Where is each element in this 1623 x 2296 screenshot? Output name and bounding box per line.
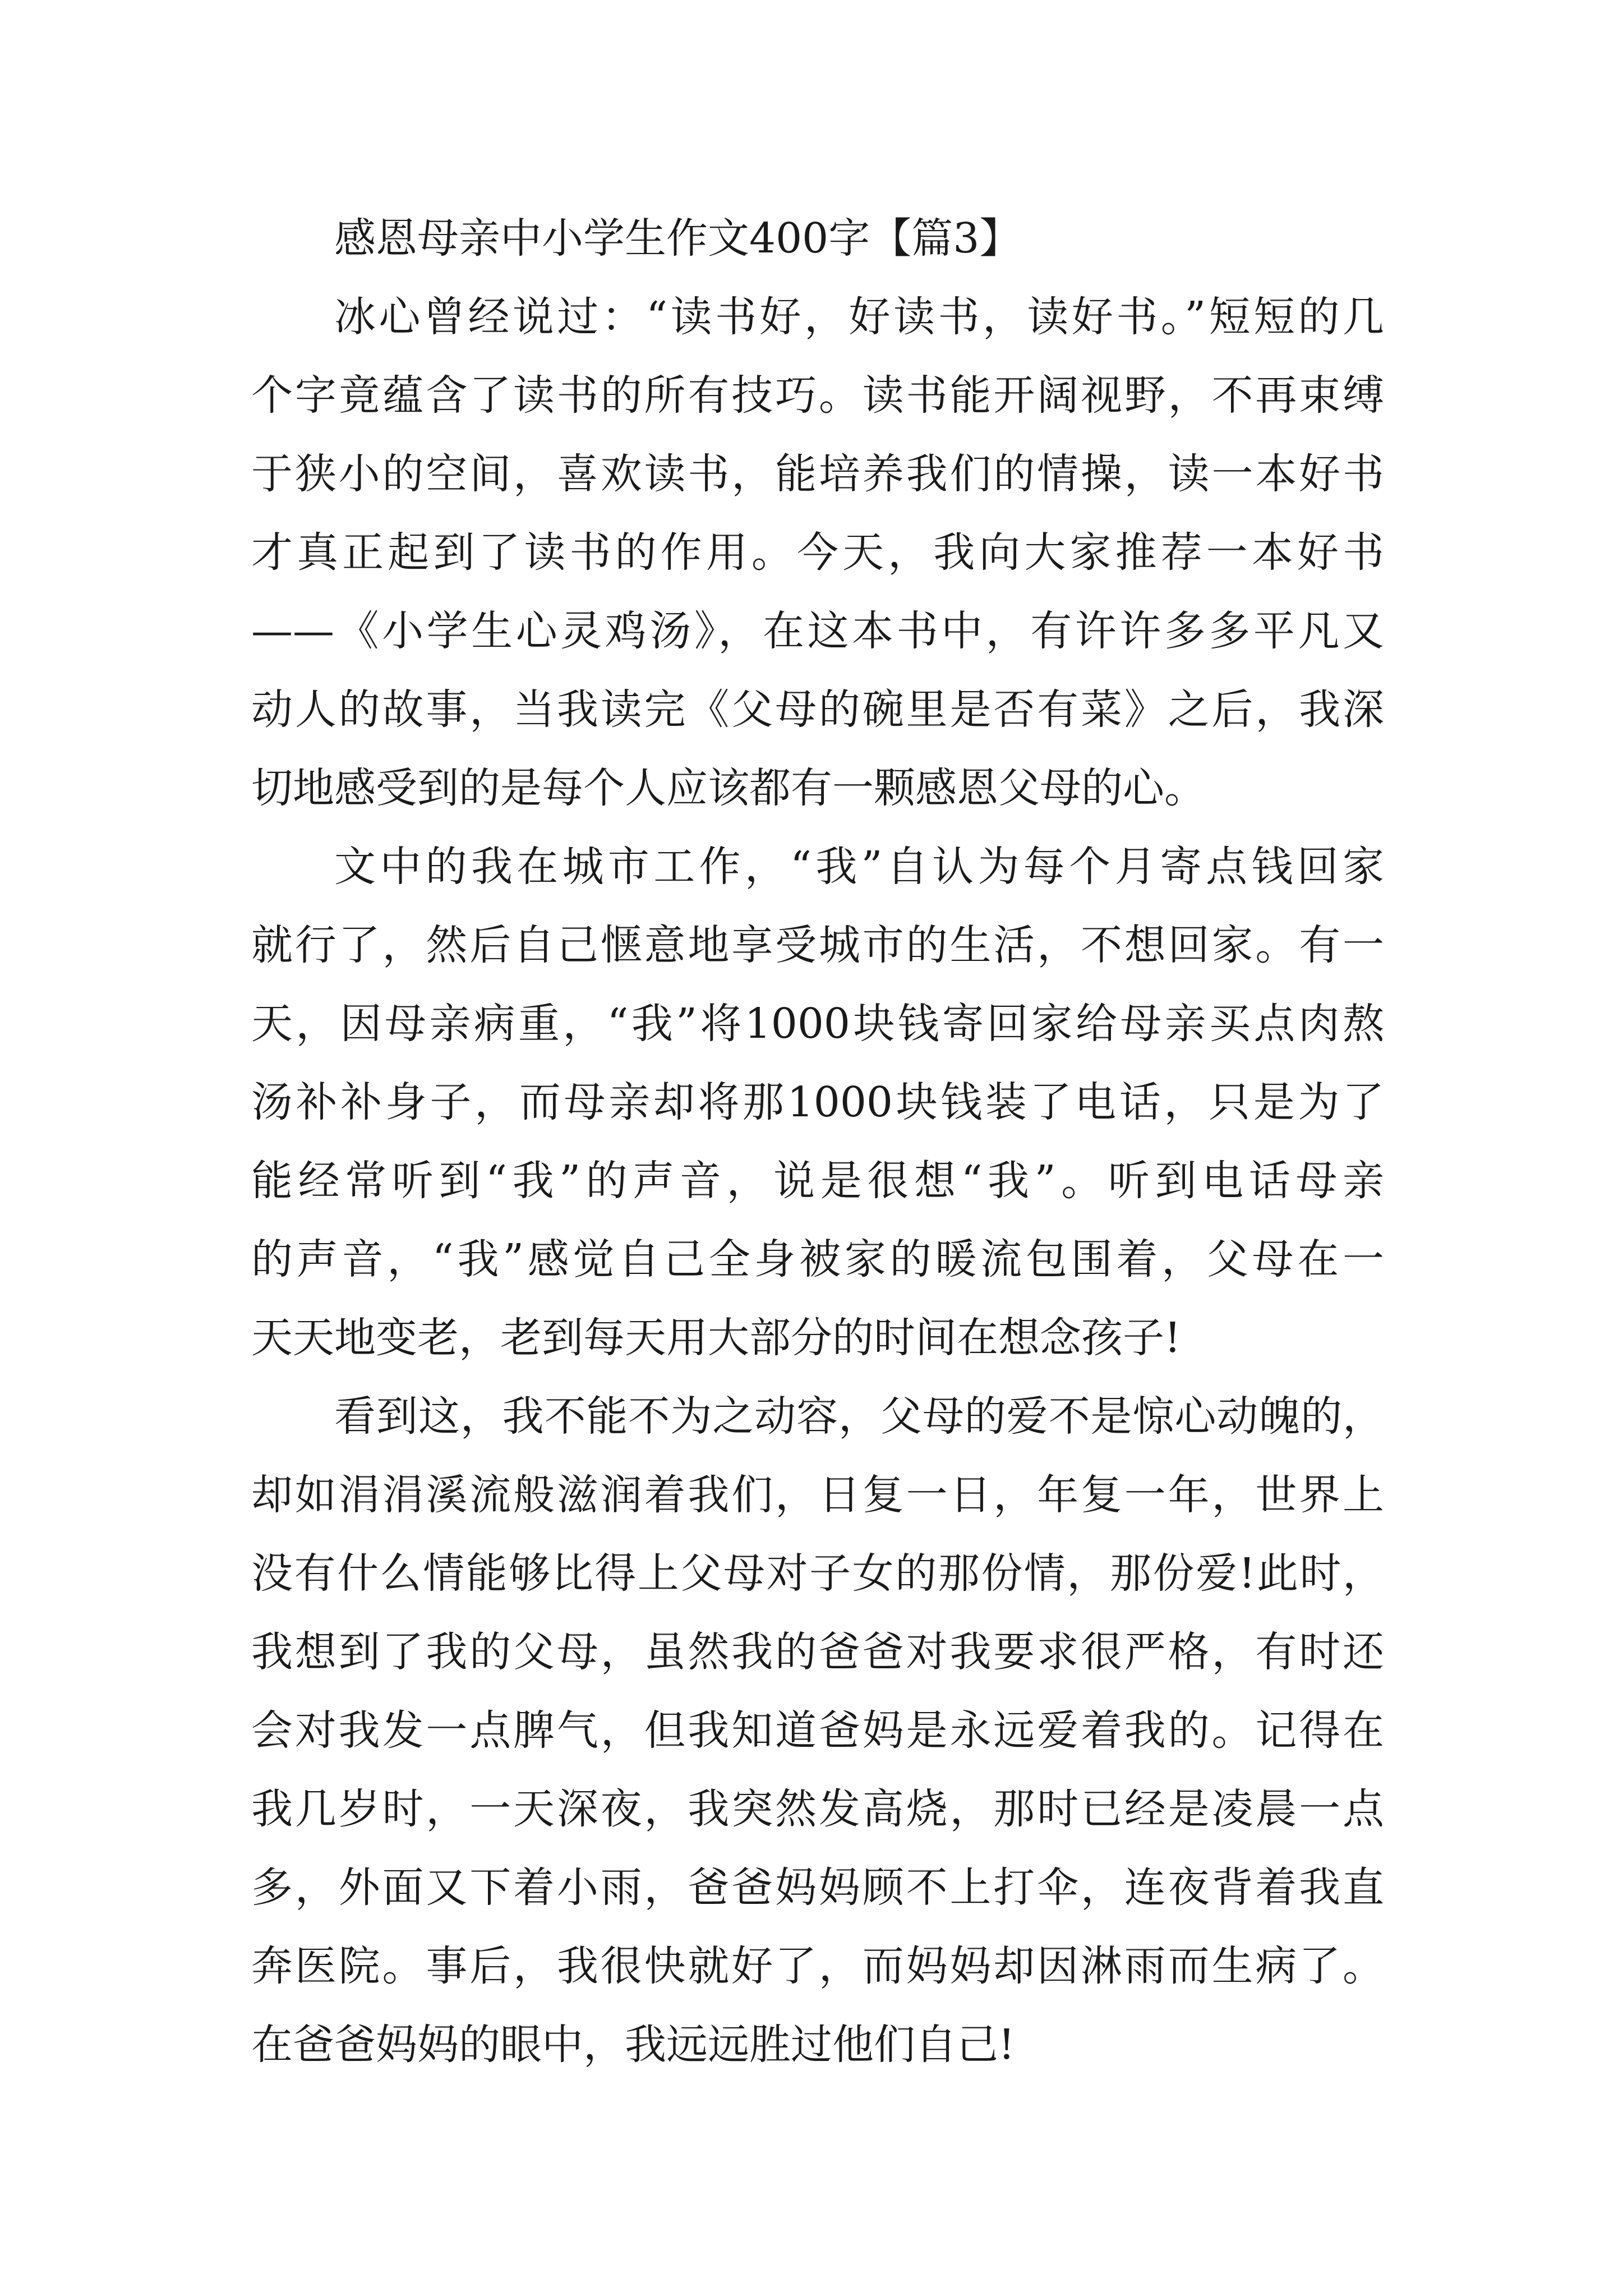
document-body xyxy=(251,199,1384,2084)
paragraph-line: 就行了，然后自己惬意地享受城市的生活，不想回家。有一 xyxy=(251,921,1384,969)
paragraph-line: ——《小学生心灵鸡汤》，在这本书中，有许许多多平凡又 xyxy=(251,607,1384,655)
paragraph-line: 看到这，我不能不为之动容，父母的爱不是惊心动魄的， xyxy=(334,1392,1384,1441)
paragraph-line: 的声音，“我”感觉自己全身被家的暖流包围着，父母在一 xyxy=(251,1235,1384,1283)
paragraph-line: 我想到了我的父母，虽然我的爸爸对我要求很严格，有时还 xyxy=(251,1628,1384,1676)
paragraph-line: 才真正起到了读书的作用。今天，我向大家推荐一本好书 xyxy=(251,528,1384,577)
paragraph-line: 个字竟蕴含了读书的所有技巧。读书能开阔视野，不再束缚 xyxy=(251,371,1384,420)
paragraph-line: 动人的故事，当我读完《父母的碗里是否有菜》之后，我深 xyxy=(251,685,1384,734)
paragraph-line: 冰心曾经说过：“读书好，好读书，读好书。”短短的几 xyxy=(334,293,1384,341)
paragraph-line: 切地感受到的是每个人应该都有一颗感恩父母的心。 xyxy=(251,764,1206,812)
paragraph-line: 没有什么情能够比得上父母对子女的那份情，那份爱!此时， xyxy=(251,1549,1384,1598)
paragraph-line: 却如涓涓溪流般滋润着我们，日复一日，年复一年，世界上 xyxy=(251,1471,1384,1519)
document-title: 感恩母亲中小学生作文400字【篇3】 xyxy=(334,214,1021,263)
paragraph-line: 于狭小的空间，喜欢读书，能培养我们的情操，读一本好书 xyxy=(251,450,1384,498)
paragraph-3 xyxy=(251,1377,1384,2084)
paragraph-line: 文中的我在城市工作，“我”自认为每个月寄点钱回家 xyxy=(334,843,1384,891)
paragraph-line: 天天地变老，老到每天用大部分的时间在想念孩子! xyxy=(251,1314,1181,1362)
paragraph-line: 多，外面又下着小雨，爸爸妈妈顾不上打伞，连夜背着我直 xyxy=(251,1864,1384,1912)
paragraph-line: 能经常听到“我”的声音，说是很想“我”。听到电话母亲 xyxy=(251,1157,1384,1205)
paragraph-line: 会对我发一点脾气，但我知道爸妈是永远爱着我的。记得在 xyxy=(251,1706,1384,1755)
paragraph-line: 在爸爸妈妈的眼中，我远远胜过他们自己! xyxy=(251,2021,1015,2069)
paragraph-2 xyxy=(251,827,1384,1377)
paragraph-line: 汤补补身子，而母亲却将那1000块钱装了电话，只是为了 xyxy=(251,1078,1384,1126)
paragraph-line: 我几岁时，一天深夜，我突然发高烧，那时已经是凌晨一点 xyxy=(251,1785,1384,1833)
paragraph-1 xyxy=(251,278,1384,827)
paragraph-line: 天，因母亲病重，“我”将1000块钱寄回家给母亲买点肉熬 xyxy=(251,1000,1384,1048)
paragraph-line: 奔医院。事后，我很快就好了，而妈妈却因淋雨而生病了。 xyxy=(251,1942,1384,1990)
